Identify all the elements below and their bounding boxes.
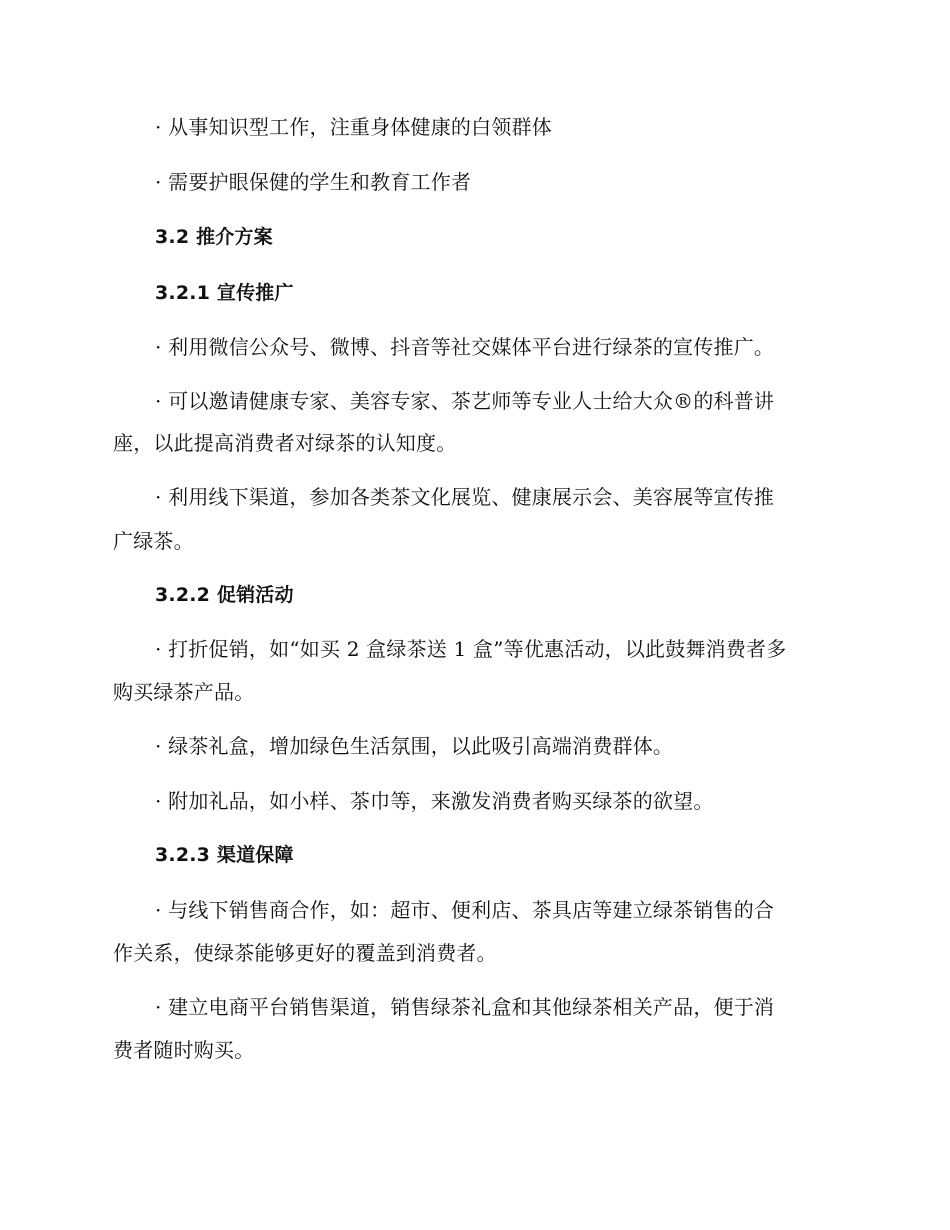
bullet-experts-line-1: · 可以邀请健康专家、美容专家、茶艺师等专业人士给大众®的科普讲	[155, 389, 775, 413]
bullet-extra-gifts: · 附加礼品，如小样、茶巾等，来激发消费者购买绿茶的欲望。	[155, 789, 714, 813]
section-heading-3-2-3: 3.2.3 渠道保障	[155, 844, 294, 866]
bullet-offline-line-1: · 利用线下渠道，参加各类茶文化展览、健康展示会、美容展等宣传推	[155, 485, 775, 509]
bullet-ecommerce-line-2: 费者随时购买。	[113, 1038, 255, 1062]
bullet-retailers-line-1: · 与线下销售商合作，如：超市、便利店、茶具店等建立绿茶销售的合	[155, 898, 775, 922]
bullet-gift-box: · 绿茶礼盒，增加绿色生活氛围，以此吸引高端消费群体。	[155, 734, 674, 758]
section-heading-3-2: 3.2 推介方案	[155, 226, 273, 248]
bullet-discount-line-1: · 打折促销，如“如买 2 盒绿茶送 1 盒”等优惠活动，以此鼓舞消费者多	[155, 637, 787, 661]
section-heading-3-2-1: 3.2.1 宣传推广	[155, 282, 294, 304]
bullet-social-media: · 利用微信公众号、微博、抖音等社交媒体平台进行绿茶的宣传推广。	[155, 335, 775, 359]
bullet-target-students: · 需要护眼保健的学生和教育工作者	[155, 170, 472, 194]
bullet-experts-line-2: 座，以此提高消费者对绿茶的认知度。	[113, 431, 457, 455]
bullet-target-white-collar: · 从事知识型工作，注重身体健康的白领群体	[155, 115, 552, 139]
section-heading-3-2-2: 3.2.2 促销活动	[155, 584, 294, 606]
bullet-discount-line-2: 购买绿茶产品。	[113, 680, 255, 704]
bullet-retailers-line-2: 作关系，使绿茶能够更好的覆盖到消费者。	[113, 941, 497, 965]
bullet-ecommerce-line-1: · 建立电商平台销售渠道，销售绿茶礼盒和其他绿茶相关产品，便于消	[155, 995, 775, 1019]
bullet-offline-line-2: 广绿茶。	[113, 529, 194, 553]
